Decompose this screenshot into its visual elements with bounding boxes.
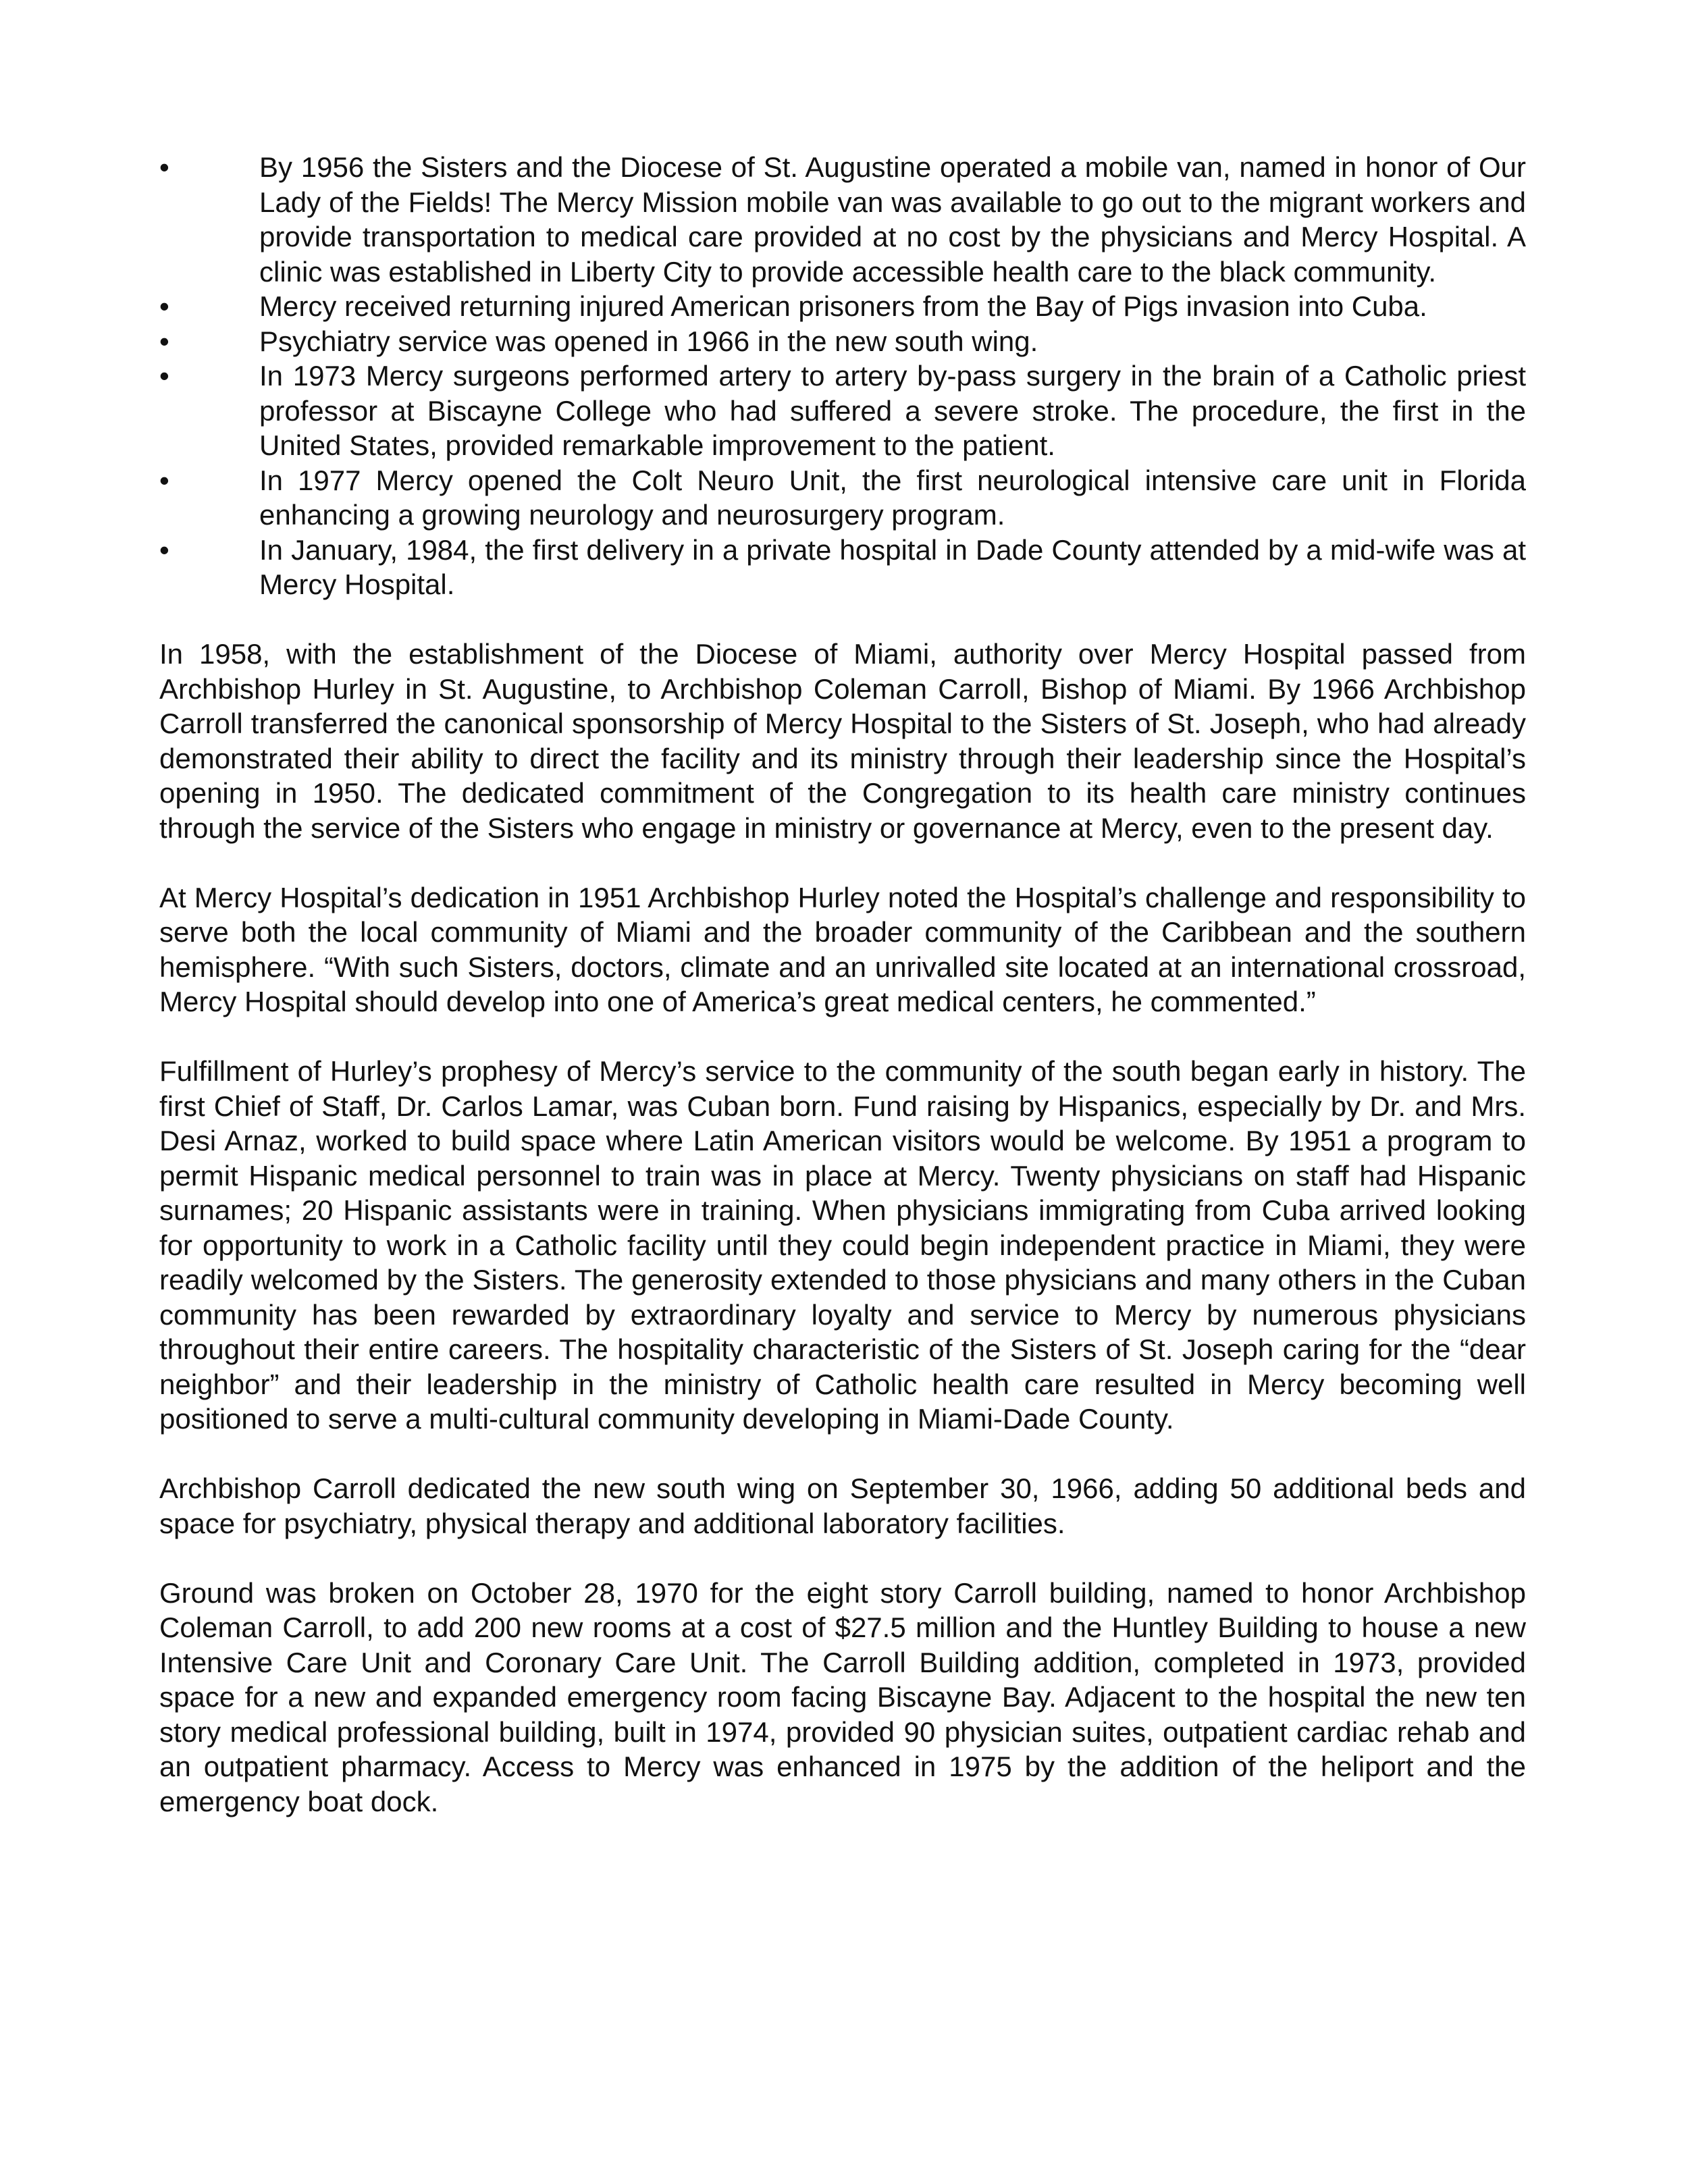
list-item-text: Psychiatry service was opened in 1966 in the new south wing.: [259, 325, 1038, 357]
list-item-text: Mercy received returning injured American prisoners from the Bay of Pigs invasion into Cuba.: [259, 290, 1427, 322]
bullet-icon: •: [159, 533, 169, 566]
bullet-icon: •: [159, 151, 169, 183]
list-item-text: In 1977 Mercy opened the Colt Neuro Unit, the first neurological intensive care unit in Florida enhancing a growing neurology and neurosurgery program.: [259, 464, 1526, 531]
bullet-icon: •: [159, 464, 169, 496]
bullet-icon: •: [159, 360, 169, 392]
list-item: [159, 463, 1526, 533]
paragraph-carroll-building: Ground was broken on October 28, 1970 for the eight story Carroll building, named to honor Archbishop Coleman Carroll, to add 200 new rooms at a cost of $27.5 million and the Huntley Building to house a new Intensive Care Unit and Coronary Care Unit. The Carroll Building addition, completed in 1973, provided space for a new and expanded emergency room facing Biscayne Bay. Adjacent to the hospital the new ten story medical professional building, built in 1974, provided 90 physician suites, outpatient cardiac rehab and an outpatient pharmacy. Access to Mercy was enhanced in 1975 by the addition of the heliport and the emergency boat dock.: [159, 1576, 1526, 1817]
list-item: [159, 150, 1526, 289]
document-page: [159, 150, 1526, 1819]
list-item: [159, 358, 1526, 463]
paragraph-dedication-1951: At Mercy Hospital’s dedication in 1951 Archbishop Hurley noted the Hospital’s challenge and responsibility to serve both the local community of Miami and the broader community of the Caribbean and the southern hemisphere. “With such Sisters, doctors, climate and an unrivalled site located at an international crossroad, Mercy Hospital should develop into one of America’s great medical centers, he commented.”: [159, 881, 1526, 1017]
paragraph-diocese-of-miami: In 1958, with the establishment of the Diocese of Miami, authority over Mercy Hospital passed from Archbishop Hurley in St. Augustine, to Archbishop Coleman Carroll, Bishop of Miami. By 1966 Archbishop Carroll transferred the canonical sponsorship of Mercy Hospital to the Sisters of St. Joseph, who had already demonstrated their ability to direct the facility and its ministry through their leadership since the Hospital’s opening in 1950. The dedicated commitment of the Congregation to its health care ministry continues through the service of the Sisters who engage in ministry or governance at Mercy, even to the present day.: [159, 638, 1526, 844]
paragraph-hurley-prophesy: Fulfillment of Hurley’s prophesy of Mercy’s service to the community of the south began early in history. The first Chief of Staff, Dr. Carlos Lamar, was Cuban born. Fund raising by Hispanics, especially by Dr. and Mrs. Desi Arnaz, worked to build space where Latin American visitors would be welcome. By 1951 a program to permit Hispanic medical personnel to train was in place at Mercy. Twenty physicians on staff had Hispanic surnames; 20 Hispanic assistants were in training. When physicians immigrating from Cuba arrived looking for opportunity to work in a Catholic facility until they could begin independent practice in Miami, they were readily welcomed by the Sisters. The generosity extended to those physicians and many others in the Cuban community has been rewarded by extraordinary loyalty and service to Mercy by numerous physicians throughout their entire careers. The hospitality characteristic of the Sisters of St. Joseph caring for the “dear neighbor” and their leadership in the ministry of Catholic health care resulted in Mercy becoming well positioned to serve a multi-cultural community developing in Miami-Dade County.: [159, 1055, 1526, 1435]
list-item-text: In 1973 Mercy surgeons performed artery to artery by-pass surgery in the brain of a Catholic priest professor at Biscayne College who had suffered a severe stroke. The procedure, the first in the United States, provided remarkable improvement to the patient.: [259, 360, 1526, 461]
list-item: [159, 289, 1526, 324]
list-item: [159, 533, 1526, 602]
list-item-text: In January, 1984, the first delivery in a private hospital in Dade County attended by a mid-wife was at Mercy Hospital.: [259, 533, 1526, 600]
paragraph-south-wing: Archbishop Carroll dedicated the new south wing on September 30, 1966, adding 50 additional beds and space for psychiatry, physical therapy and additional laboratory facilities.: [159, 1472, 1526, 1539]
milestones-bullet-list: [159, 150, 1526, 602]
bullet-icon: •: [159, 290, 169, 322]
list-item-text: By 1956 the Sisters and the Diocese of St. Augustine operated a mobile van, named in honor of Our Lady of the Fields! The Mercy Mission mobile van was available to go out to the migrant workers and provide transportation to medical care provided at no cost by the physicians and Mercy Hospital. A clinic was established in Liberty City to provide accessible health care to the black community.: [259, 151, 1526, 288]
bullet-icon: •: [159, 325, 169, 357]
list-item: [159, 324, 1526, 359]
